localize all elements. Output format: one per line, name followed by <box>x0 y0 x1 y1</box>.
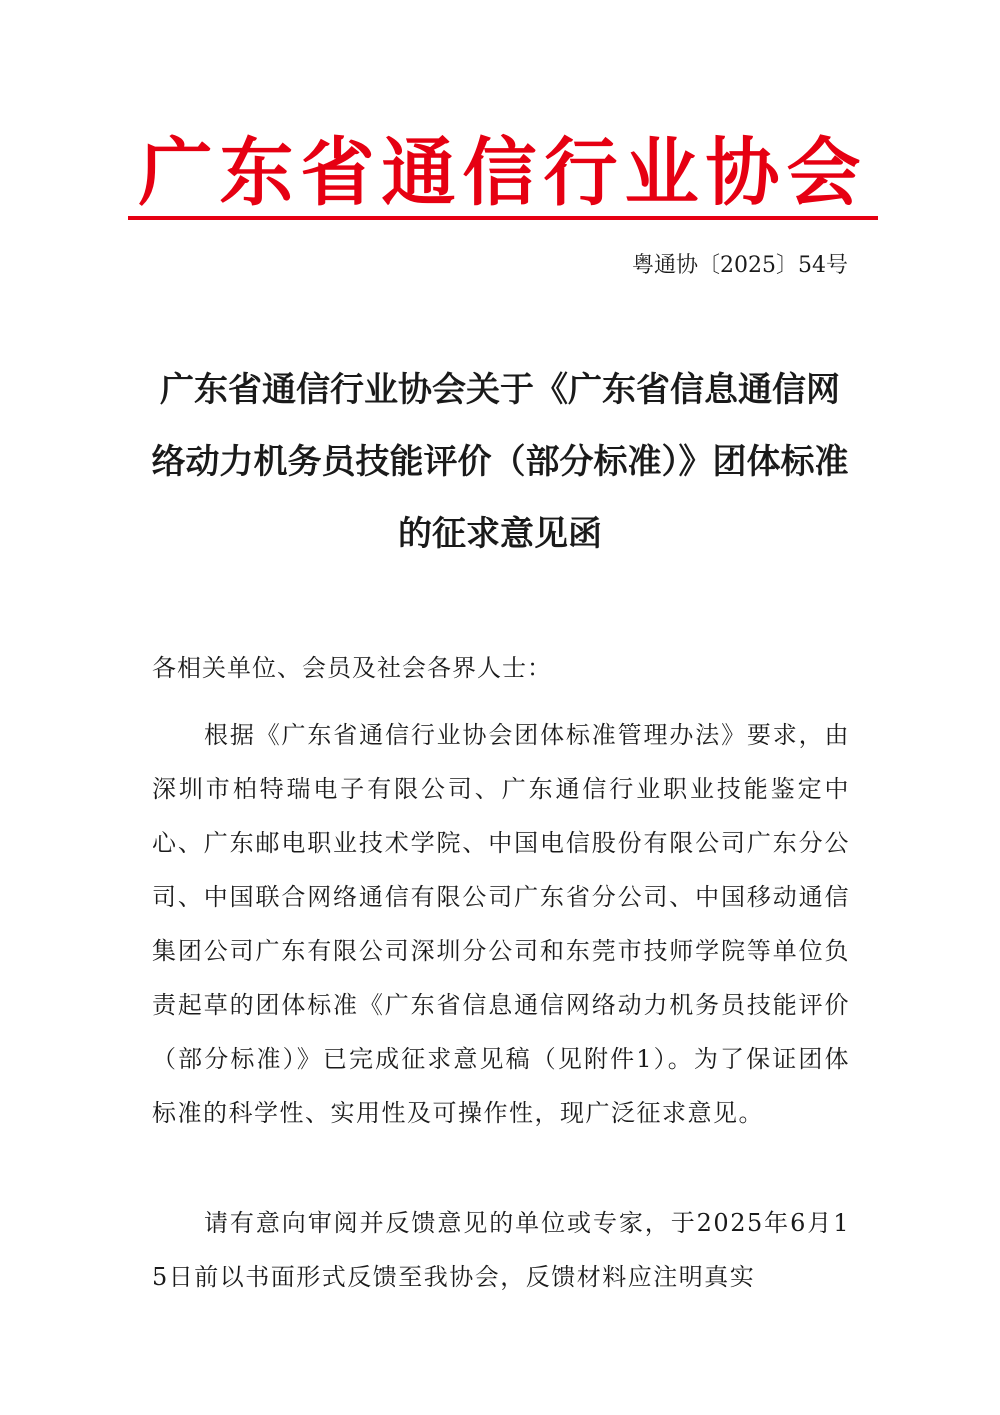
masthead-red-rule <box>128 216 878 220</box>
body-paragraph-1: 根据《广东省通信行业协会团体标准管理办法》要求，由深圳市柏特瑞电子有限公司、广东通信行业职业技能鉴定中心、广东邮电职业技术学院、中国电信股份有限公司广东分公司、中国联合网络通信有限公司广东省分公司、中国移动通信集团公司广东有限公司深圳分公司和东莞市技师学院等单位负责起草的团体标准《广东省信息通信网络动力机务员技能评价（部分标准）》已完成征求意见稿（见附件1）。为了保证团体标准的科学性、实用性及可操作性，现广泛征求意见。 <box>152 721 850 1127</box>
body-paragraph-2: 请有意向审阅并反馈意见的单位或专家，于2025年6月15日前以书面形式反馈至我协会，反馈材料应注明真实 <box>152 1209 850 1291</box>
masthead-org-name: 广东省通信行业协会 <box>138 130 868 216</box>
document-number: 粤通协〔2025〕54号 <box>632 253 848 278</box>
salutation: 各相关单位、会员及社会各界人士： <box>152 654 552 682</box>
document-title: 广东省通信行业协会关于《广东省信息通信网络动力机务员技能评价（部分标准）》团体标准的征求意见函 <box>151 370 849 554</box>
